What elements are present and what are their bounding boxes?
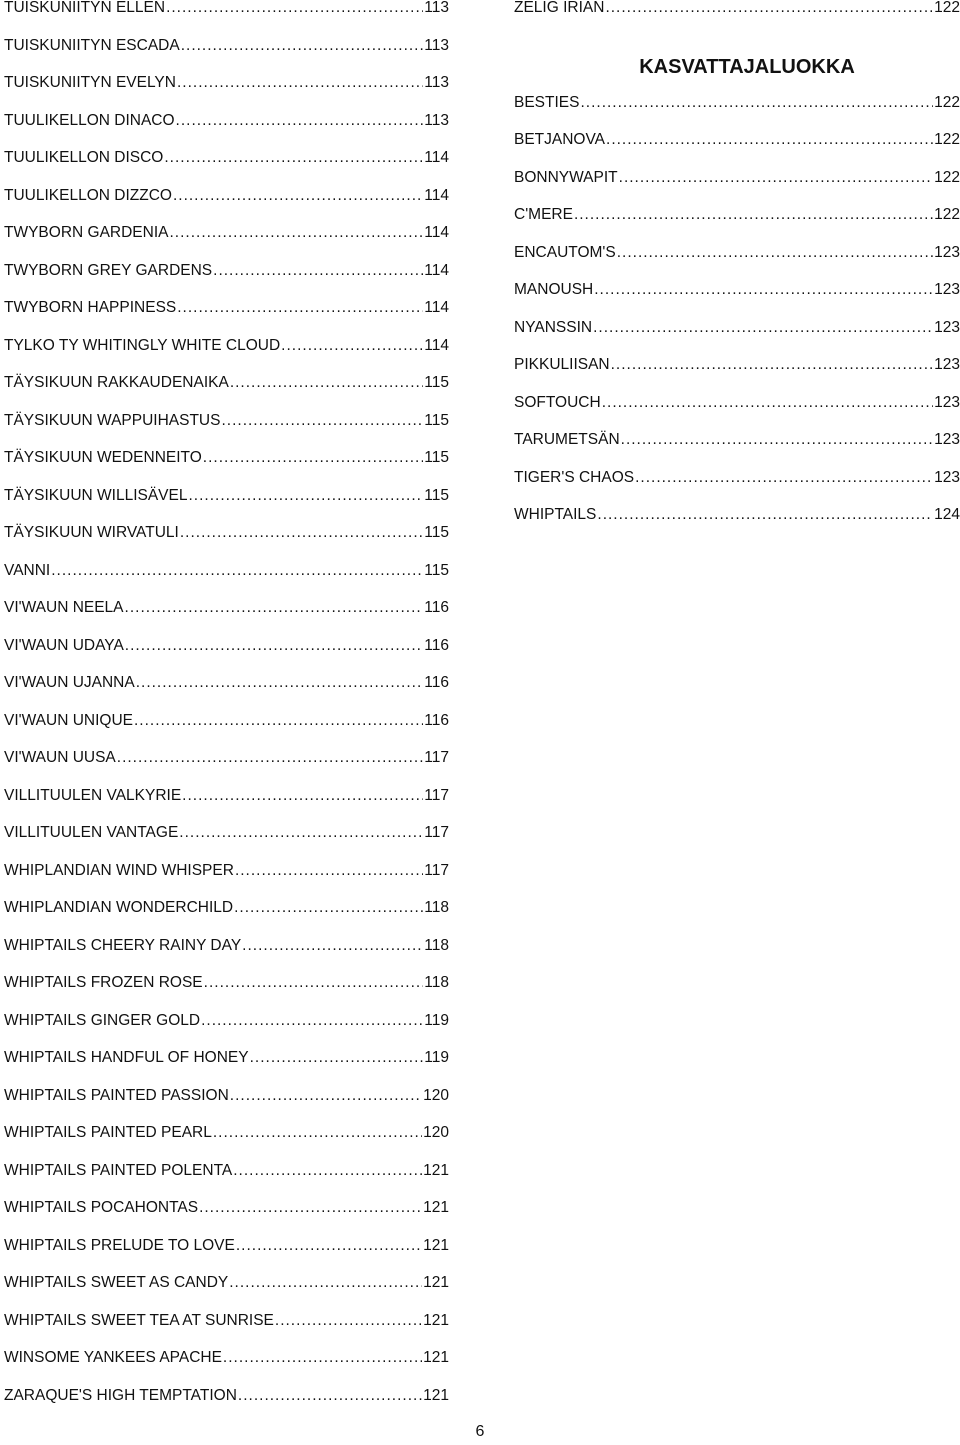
dot-leader — [204, 975, 424, 991]
index-entry — [514, 170, 960, 208]
entry-page: 115 — [424, 486, 449, 504]
entry-name: TUISKUNIITYN ESCADA — [4, 36, 180, 54]
entry-name: TÄYSIKUUN WEDENNEITO — [4, 449, 202, 466]
index-entry — [4, 188, 449, 226]
dot-leader — [180, 525, 423, 541]
entry-page: 116 — [424, 599, 449, 616]
entry-page: 116 — [424, 711, 449, 729]
index-entry — [4, 563, 449, 601]
entry-page: 114 — [424, 224, 449, 241]
entry-page: 114 — [424, 149, 449, 166]
entry-name: VI'WAUN NEELA — [4, 599, 124, 616]
entry-name: VILLITUULEN VALKYRIE — [4, 786, 182, 804]
dot-leader — [182, 788, 423, 804]
page-number: 6 — [475, 1423, 485, 1440]
index-entry — [514, 95, 960, 133]
entry-page: 123 — [934, 318, 960, 336]
dot-leader — [236, 1238, 422, 1254]
entry-page: 118 — [424, 899, 449, 916]
entry-page: 115 — [424, 524, 449, 541]
entry-name: WHIPTAILS HANDFUL OF HONEY — [4, 1049, 249, 1066]
entry-name: TARUMETSÄN — [514, 431, 620, 448]
entry-page: 122 — [934, 168, 960, 186]
dot-leader — [203, 450, 423, 466]
dot-leader — [580, 95, 933, 111]
dot-leader — [213, 263, 423, 279]
entry-page: 121 — [423, 1236, 449, 1254]
entry-page: 122 — [934, 0, 960, 16]
dot-leader — [134, 713, 423, 729]
dot-leader — [617, 245, 933, 261]
index-entry — [514, 432, 960, 470]
index-entry — [4, 638, 449, 676]
entry-name: VI'WAUN UUSA — [4, 749, 116, 766]
dot-leader — [136, 675, 424, 691]
index-entry — [4, 1350, 449, 1388]
entry-page: 123 — [934, 393, 960, 411]
index-entry — [4, 113, 449, 151]
index-entry — [4, 1313, 449, 1351]
index-entry — [4, 788, 449, 826]
index-entry — [4, 1388, 449, 1426]
dot-leader — [125, 600, 424, 616]
index-entry — [4, 600, 449, 638]
index-entry — [4, 263, 449, 301]
entry-page: 121 — [423, 1311, 449, 1329]
index-entry — [4, 75, 449, 113]
index-entry — [4, 1238, 449, 1276]
entry-name: BONNYWAPIT — [514, 168, 618, 186]
dot-leader — [574, 207, 933, 223]
entry-page: 123 — [934, 431, 960, 448]
entry-name: TWYBORN HAPPINESS — [4, 299, 177, 316]
entry-name: WHIPTAILS POCAHONTAS — [4, 1199, 199, 1216]
entry-page: 115 — [424, 411, 449, 429]
dot-leader — [166, 0, 423, 16]
dot-leader — [173, 188, 423, 204]
dot-leader — [164, 150, 423, 166]
entry-name: TWYBORN GARDENIA — [4, 224, 169, 241]
entry-name: ZELIG IRIAN — [514, 0, 605, 16]
entry-page: 115 — [424, 561, 449, 579]
entry-name: TÄYSIKUUN WILLISÄVEL — [4, 486, 188, 504]
dot-leader — [201, 1013, 423, 1029]
entry-page: 124 — [934, 506, 960, 523]
dot-leader — [176, 113, 424, 129]
entry-name: WHIPTAILS PAINTED POLENTA — [4, 1161, 233, 1179]
dot-leader — [606, 132, 933, 148]
dot-leader — [621, 432, 933, 448]
entry-name: BESTIES — [514, 93, 580, 111]
entry-page: 114 — [424, 261, 449, 279]
entry-name: TÄYSIKUUN WAPPUIHASTUS — [4, 411, 221, 429]
index-entry — [4, 675, 449, 713]
entry-name: TÄYSIKUUN RAKKAUDENAIKA — [4, 374, 229, 391]
entry-page: 114 — [424, 186, 449, 204]
dot-leader — [593, 320, 933, 336]
dot-leader — [275, 1313, 422, 1329]
dot-leader — [605, 0, 933, 16]
dot-leader — [242, 938, 423, 954]
entry-page: 123 — [934, 243, 960, 261]
entry-name: VILLITUULEN VANTAGE — [4, 824, 179, 841]
entry-page: 116 — [424, 674, 449, 691]
index-entry — [4, 1050, 449, 1088]
entry-page: 119 — [424, 1011, 449, 1029]
index-entry — [4, 413, 449, 451]
entry-name: VANNI — [4, 561, 51, 579]
dot-leader — [213, 1125, 422, 1141]
index-entry — [4, 150, 449, 188]
dot-leader — [281, 338, 423, 354]
entry-name: TÄYSIKUUN WIRVATULI — [4, 524, 179, 541]
entry-page: 118 — [424, 936, 449, 954]
dot-leader — [181, 38, 424, 54]
entry-page: 122 — [934, 93, 960, 111]
index-entry — [514, 395, 960, 433]
entry-name: WHIPTAILS — [514, 506, 597, 523]
entry-name: C'MERE — [514, 206, 573, 223]
dot-leader — [177, 75, 423, 91]
entry-page: 121 — [423, 1161, 449, 1179]
entry-name: WHIPTAILS SWEET AS CANDY — [4, 1274, 229, 1291]
dot-leader — [234, 900, 423, 916]
entry-page: 113 — [424, 74, 449, 91]
entry-name: TUISKUNIITYN EVELYN — [4, 74, 176, 91]
entry-page: 121 — [423, 1274, 449, 1291]
entry-page: 120 — [423, 1124, 449, 1141]
index-entry — [4, 1200, 449, 1238]
dot-leader — [597, 507, 933, 523]
entry-name: ZARAQUE'S HIGH TEMPTATION — [4, 1386, 237, 1404]
index-entry — [4, 938, 449, 976]
dot-leader — [635, 470, 933, 486]
dot-leader — [233, 1163, 422, 1179]
entry-name: TWYBORN GREY GARDENS — [4, 261, 213, 279]
index-entry — [4, 225, 449, 263]
dot-leader — [594, 282, 933, 298]
dot-leader — [188, 488, 423, 504]
entry-name: WHIPTAILS GINGER GOLD — [4, 1011, 201, 1029]
index-entry — [514, 470, 960, 508]
entry-page: 121 — [423, 1349, 449, 1366]
dot-leader — [179, 825, 423, 841]
index-entry — [4, 1125, 449, 1163]
entry-name: TUULIKELLON DINACO — [4, 111, 175, 129]
index-entry — [4, 1163, 449, 1201]
entry-page: 120 — [423, 1086, 449, 1104]
dot-leader — [235, 863, 423, 879]
index-entry — [514, 282, 960, 320]
section-title: KASVATTAJALUOKKA — [639, 55, 855, 78]
dot-leader — [177, 300, 423, 316]
entry-name: WHIPTAILS PAINTED PEARL — [4, 1124, 212, 1141]
entry-page: 122 — [934, 206, 960, 223]
index-entry — [514, 0, 960, 38]
entry-name: NYANSSIN — [514, 318, 593, 336]
dot-leader — [221, 413, 423, 429]
dot-leader — [230, 1088, 422, 1104]
index-entry — [4, 375, 449, 413]
entry-name: VI'WAUN UJANNA — [4, 674, 135, 691]
dot-leader — [602, 395, 933, 411]
index-entry — [4, 975, 449, 1013]
index-entry — [4, 900, 449, 938]
entry-page: 123 — [934, 356, 960, 373]
entry-page: 117 — [424, 861, 449, 879]
entry-name: WHIPTAILS CHEERY RAINY DAY — [4, 936, 242, 954]
entry-page: 114 — [424, 336, 449, 354]
entry-name: TIGER'S CHAOS — [514, 468, 635, 486]
dot-leader — [51, 563, 423, 579]
entry-page: 118 — [424, 974, 449, 991]
entry-name: WHIPTAILS SWEET TEA AT SUNRISE — [4, 1311, 274, 1329]
index-entry — [514, 207, 960, 245]
entry-page: 122 — [934, 131, 960, 148]
index-entry — [514, 132, 960, 170]
dot-leader — [125, 638, 423, 654]
index-entry — [4, 338, 449, 376]
dot-leader — [117, 750, 424, 766]
entry-name: BETJANOVA — [514, 131, 606, 148]
index-entry — [514, 320, 960, 358]
right-index-column — [514, 0, 960, 545]
dot-leader — [250, 1050, 424, 1066]
index-entry — [4, 38, 449, 76]
entry-name: TYLKO TY WHITINGLY WHITE CLOUD — [4, 336, 281, 354]
entry-page: 121 — [423, 1386, 449, 1404]
entry-page: 113 — [424, 36, 449, 54]
dot-leader — [169, 225, 423, 241]
entry-name: TUULIKELLON DISCO — [4, 149, 164, 166]
entry-name: WINSOME YANKEES APACHE — [4, 1349, 222, 1366]
dot-leader — [229, 1275, 422, 1291]
entry-name: VI'WAUN UNIQUE — [4, 711, 133, 729]
index-entry — [4, 825, 449, 863]
entry-name: WHIPLANDIAN WONDERCHILD — [4, 899, 234, 916]
entry-page: 115 — [424, 449, 449, 466]
entry-name: PIKKULIISAN — [514, 356, 610, 373]
entry-name: TUISKUNIITYN ELLEN — [4, 0, 166, 16]
entry-name: SOFTOUCH — [514, 393, 601, 411]
index-entry — [514, 245, 960, 283]
entry-page: 115 — [424, 374, 449, 391]
entry-page: 117 — [424, 749, 449, 766]
dot-leader — [199, 1200, 422, 1216]
entry-page: 117 — [424, 824, 449, 841]
index-entry — [4, 713, 449, 751]
dot-leader — [223, 1350, 422, 1366]
index-entry — [4, 750, 449, 788]
left-index-column — [4, 0, 449, 1425]
entry-page: 117 — [424, 786, 449, 804]
index-entry — [4, 1013, 449, 1051]
dot-leader — [619, 170, 933, 186]
index-entry — [4, 300, 449, 338]
entry-name: ENCAUTOM'S — [514, 243, 616, 261]
entry-page: 123 — [934, 281, 960, 298]
index-entry — [4, 488, 449, 526]
index-entry — [4, 1088, 449, 1126]
index-entry — [4, 1275, 449, 1313]
entry-page: 116 — [424, 636, 449, 654]
dot-leader — [238, 1388, 422, 1404]
entry-name: WHIPTAILS PAINTED PASSION — [4, 1086, 229, 1104]
entry-page: 113 — [424, 0, 449, 16]
index-entry — [4, 863, 449, 901]
entry-page: 121 — [423, 1199, 449, 1216]
entry-name: WHIPTAILS FROZEN ROSE — [4, 974, 203, 991]
dot-leader — [230, 375, 423, 391]
entry-name: TUULIKELLON DIZZCO — [4, 186, 172, 204]
entry-name: WHIPLANDIAN WIND WHISPER — [4, 861, 234, 879]
breeder-class-list — [514, 95, 960, 545]
entry-page: 113 — [424, 111, 449, 129]
index-entry — [4, 525, 449, 563]
index-entry — [514, 357, 960, 395]
entry-name: WHIPTAILS PRELUDE TO LOVE — [4, 1236, 235, 1254]
entry-name: VI'WAUN UDAYA — [4, 636, 124, 654]
entry-page: 123 — [934, 468, 960, 486]
index-entry — [4, 450, 449, 488]
dot-leader — [611, 357, 934, 373]
index-entry — [514, 507, 960, 545]
index-entry — [4, 0, 449, 38]
entry-page: 114 — [424, 299, 449, 316]
entry-page: 119 — [424, 1049, 449, 1066]
entry-name: MANOUSH — [514, 281, 594, 298]
